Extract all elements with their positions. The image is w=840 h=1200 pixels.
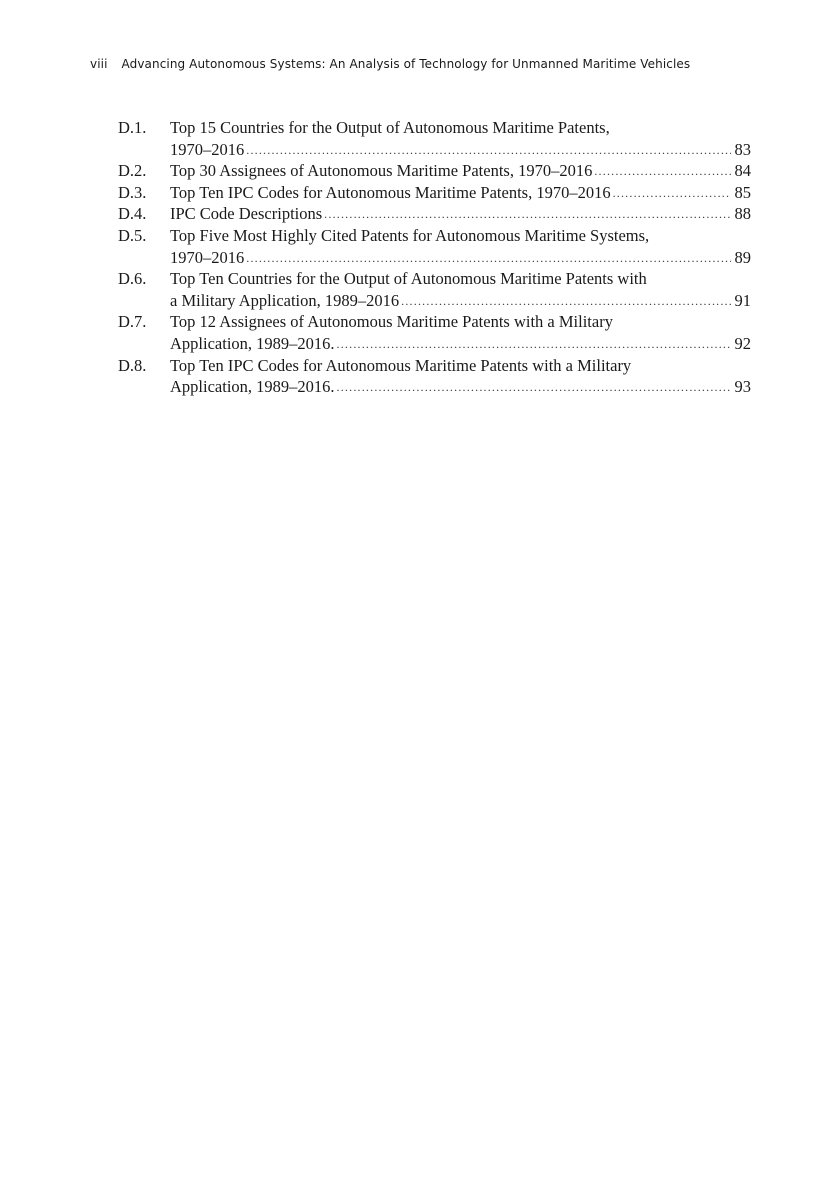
running-header: [90, 57, 690, 71]
entry-line: [170, 247, 751, 269]
dot-leader: [324, 204, 731, 226]
entry-title: Top Five Most Highly Cited Patents for Autonomous Maritime Systems,: [170, 225, 650, 245]
toc-entry-d1[interactable]: [118, 117, 751, 160]
entry-line: [170, 182, 751, 204]
entry-line: [170, 117, 751, 139]
entry-title: Top 30 Assignees of Autonomous Maritime Patents, 1970–2016: [170, 161, 593, 181]
entry-page-number: 88: [734, 204, 751, 224]
entry-page-number: 89: [734, 247, 751, 267]
entry-line: [170, 376, 751, 398]
entry-number: D.1.: [118, 118, 147, 137]
dot-leader: [594, 161, 731, 183]
entry-line: [170, 268, 751, 290]
entry-page-number: 92: [734, 333, 751, 353]
dot-leader: [246, 248, 731, 270]
toc-entry-d5[interactable]: [118, 225, 751, 268]
page-number: viii: [90, 57, 108, 71]
entry-page-number: 83: [734, 139, 751, 159]
entry-title: IPC Code Descriptions: [170, 204, 323, 224]
entry-title: Top Ten IPC Codes for Autonomous Maritime Patents, 1970–2016: [170, 182, 611, 202]
entry-title: Top 12 Assignees of Autonomous Maritime Patents with a Military: [170, 312, 613, 332]
entry-page-number: 91: [734, 290, 751, 310]
toc-entry-d2[interactable]: [118, 160, 751, 182]
entry-title: Top 15 Countries for the Output of Autonomous Maritime Patents,: [170, 118, 610, 137]
entry-title-continued: 1970–2016: [170, 247, 245, 267]
dot-leader: [246, 140, 731, 162]
entry-title-continued: Application, 1989–2016.: [170, 333, 335, 353]
list-of-tables: [118, 117, 751, 398]
entry-title-continued: a Military Application, 1989–2016: [170, 290, 400, 310]
entry-number: D.5.: [118, 225, 147, 245]
toc-entry-d3[interactable]: [118, 182, 751, 204]
dot-leader: [613, 183, 731, 205]
entry-title-continued: Application, 1989–2016.: [170, 377, 335, 397]
toc-entry-d4[interactable]: [118, 203, 751, 225]
entry-line: [170, 355, 751, 377]
toc-entry-d6[interactable]: [118, 268, 751, 311]
entry-line: [170, 225, 751, 247]
dot-leader: [337, 377, 731, 399]
running-title: Advancing Autonomous Systems: An Analysis of Technology for Unmanned Maritime Vehicles: [121, 57, 691, 71]
dot-leader: [401, 291, 731, 313]
entry-number: D.7.: [118, 312, 147, 332]
entry-page-number: 85: [734, 182, 751, 202]
entry-title: Top Ten IPC Codes for Autonomous Maritime Patents with a Military: [170, 355, 632, 375]
entry-number: D.6.: [118, 269, 147, 289]
entry-line: [170, 290, 751, 312]
entry-number: D.3.: [118, 182, 147, 202]
entry-line: [170, 333, 751, 355]
entry-number: D.8.: [118, 355, 147, 375]
entry-line: [170, 203, 751, 225]
entry-title-continued: 1970–2016: [170, 139, 245, 159]
entry-line: [170, 139, 751, 161]
entry-title: Top Ten Countries for the Output of Autonomous Maritime Patents with: [170, 269, 647, 289]
toc-entry-d8[interactable]: [118, 355, 751, 398]
entry-page-number: 93: [734, 377, 751, 397]
entry-line: [170, 311, 751, 333]
entry-number: D.4.: [118, 204, 147, 224]
dot-leader: [337, 334, 731, 356]
entry-number: D.2.: [118, 161, 147, 181]
entry-page-number: 84: [734, 161, 751, 181]
entry-line: [170, 160, 751, 182]
toc-entry-d7[interactable]: [118, 311, 751, 354]
